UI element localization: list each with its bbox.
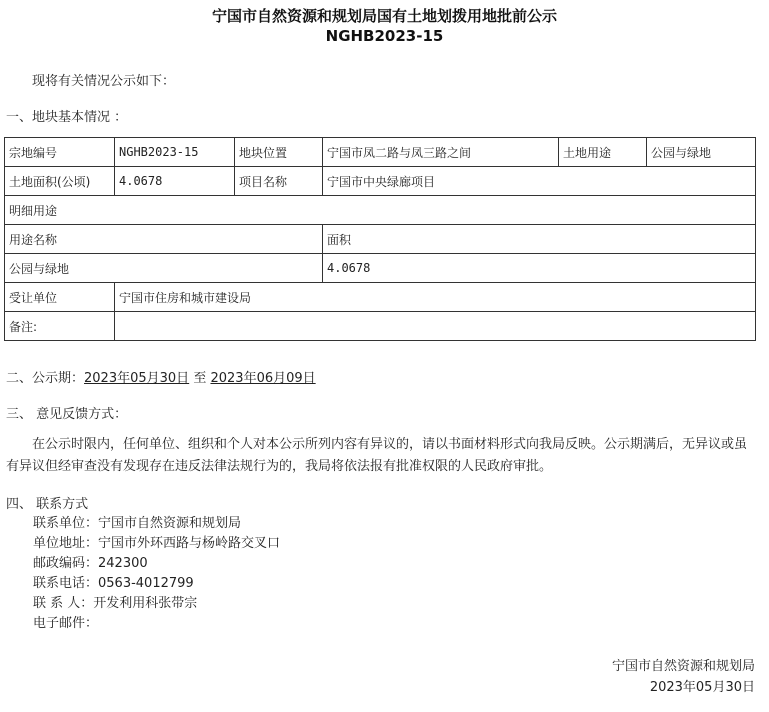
- signature-date: 2023年05月30日: [649, 680, 755, 695]
- table-cell: 面积: [323, 225, 756, 254]
- table-cell: 公园与绿地: [5, 254, 323, 283]
- parcel-info-table: [4, 137, 756, 341]
- table-row: [5, 312, 756, 341]
- table-row: [5, 225, 756, 254]
- contact-phone: 联系电话：0563-4012799: [33, 576, 194, 591]
- table-cell: [115, 312, 756, 341]
- signature-org: 宁国市自然资源和规划局: [611, 659, 755, 674]
- table-row: [5, 196, 756, 225]
- table-cell: 明细用途: [5, 196, 756, 225]
- section-1-heading: 一、地块基本情况 ：: [6, 110, 128, 125]
- table-row: [5, 167, 756, 196]
- table-row: [5, 138, 756, 167]
- table-cell: 土地面积(公顷): [5, 167, 115, 196]
- section-2-period: [6, 367, 316, 386]
- contact-email: 电子邮件：: [33, 616, 99, 631]
- contact-person: 联 系 人：开发利用科张带宗: [33, 596, 198, 611]
- section-3-heading: 三、 意见反馈方式：: [6, 407, 128, 422]
- table-cell: 用途名称: [5, 225, 323, 254]
- notice-title: 宁国市自然资源和规划局国有土地划拨用地批前公示: [211, 7, 557, 25]
- table-cell: NGHB2023-15: [115, 138, 235, 167]
- table-cell: 备注:: [5, 312, 115, 341]
- contact-postcode: 邮政编码：242300: [33, 556, 148, 571]
- table-cell: 4.0678: [323, 254, 756, 283]
- table-row: [5, 283, 756, 312]
- table-cell: 4.0678: [115, 167, 235, 196]
- table-cell: 宗地编号: [5, 138, 115, 167]
- period-to: 至: [193, 371, 207, 386]
- contact-unit: 联系单位：宁国市自然资源和规划局: [33, 516, 242, 531]
- table-cell: 受让单位: [5, 283, 115, 312]
- contact-address: 单位地址：宁国市外环西路与杨岭路交叉口: [33, 536, 281, 551]
- table-cell: 公园与绿地: [647, 138, 756, 167]
- table-cell: 宁国市凤二路与凤三路之间: [323, 138, 559, 167]
- intro-text: 现将有关情况公示如下：: [32, 74, 176, 89]
- period-start-date: 2023年05月30日: [84, 371, 190, 386]
- period-end-date: 2023年06月09日: [210, 371, 316, 386]
- feedback-paragraph: 在公示时限内，任何单位、组织和个人对本公示所列内容有异议的，请以书面材料形式向我局反映。公示期满后，无异议或虽有异议但经审查没有发现存在违反法律法规行为的，我局将依法报有批准权限的人民政府审批。: [6, 437, 748, 474]
- page-title: [0, 6, 769, 46]
- table-cell: 地块位置: [235, 138, 323, 167]
- section-4-heading: 四、 联系方式: [6, 497, 89, 512]
- table-cell: 项目名称: [235, 167, 323, 196]
- table-cell: 土地用途: [559, 138, 647, 167]
- notice-code: NGHB2023-15: [325, 27, 444, 45]
- table-cell: 宁国市住房和城市建设局: [115, 283, 756, 312]
- contact-list: [33, 514, 280, 634]
- table-cell: 宁国市中央绿廊项目: [323, 167, 756, 196]
- period-label: 二、公示期：: [6, 371, 85, 386]
- table-row: [5, 254, 756, 283]
